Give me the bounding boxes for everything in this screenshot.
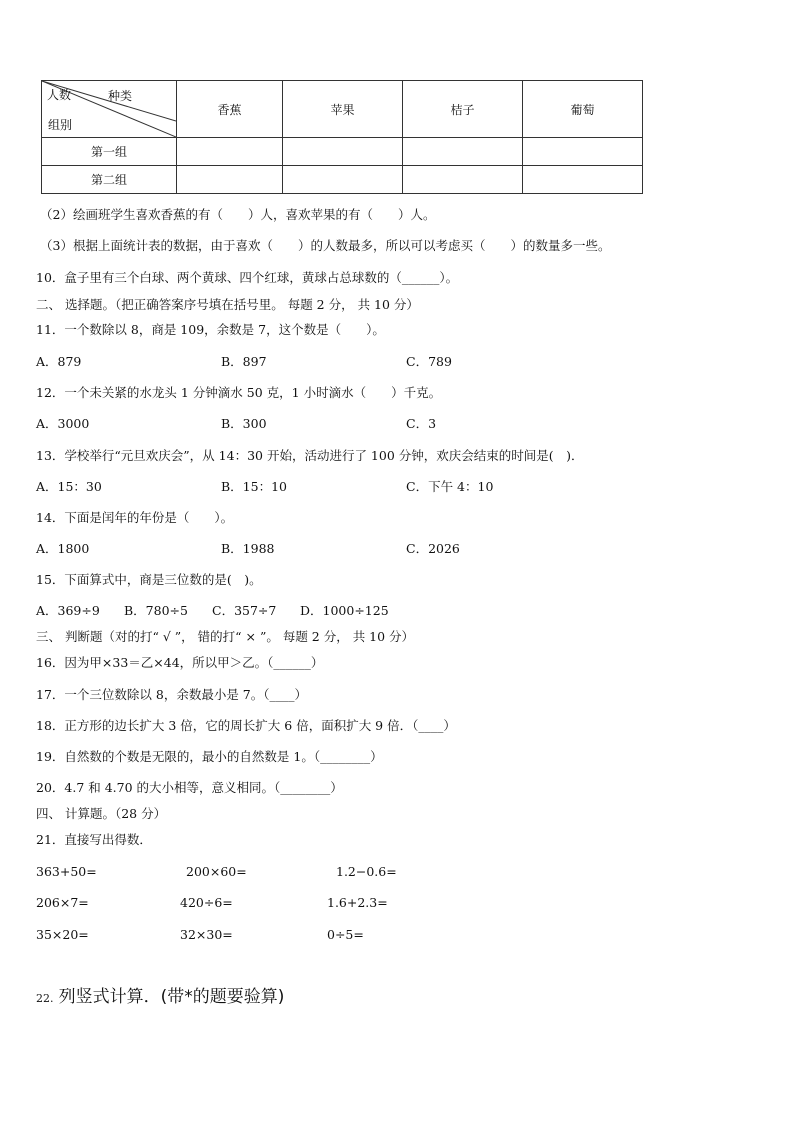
calc-item: 1.6+2.3= <box>327 895 388 910</box>
calc-item: 32×30= <box>180 927 233 942</box>
calc-item: 363+50= <box>36 864 97 879</box>
section-4-title: 四、 计算题。（28 分） <box>36 806 167 821</box>
question-19: 19．自然数的个数是无限的，最小的自然数是 1。（________） <box>36 749 383 764</box>
question-18: 18．正方形的边长扩大 3 倍，它的周长扩大 6 倍，面积扩大 9 倍．（____） <box>36 718 456 733</box>
question-12: 12．一个未关紧的水龙头 1 分钟滴水 50 克，1 小时滴水（ ）千克。 <box>36 385 442 400</box>
question-15: 15．下面算式中，商是三位数的是( )。 <box>36 572 262 587</box>
question-21: 21．直接写出得数． <box>36 832 152 847</box>
table-cell <box>283 138 403 166</box>
calc-item: 206×7= <box>36 895 89 910</box>
question-9-2: （2）绘画班学生喜欢香蕉的有（ ）人，喜欢苹果的有（ ）人。 <box>40 207 436 222</box>
q13-option-a: A．15：30 <box>36 479 102 494</box>
table-row <box>42 166 643 194</box>
header-group: 组别 <box>48 118 73 132</box>
col-apple: 苹果 <box>283 81 403 138</box>
table-cell <box>177 166 283 194</box>
question-10: 10．盒子里有三个白球、两个黄球、四个红球，黄球占总球数的（______）。 <box>36 270 459 285</box>
question-22 <box>36 982 284 1007</box>
question-13: 13．学校举行“元旦欢庆会”，从 14：30 开始，活动进行了 100 分钟，欢庆会结束的时间是( )． <box>36 448 584 463</box>
calc-item: 35×20= <box>36 927 89 942</box>
question-20: 20．4.7 和 4.70 的大小相等，意义相同。（________） <box>36 780 343 795</box>
q12-option-b: B．300 <box>221 416 267 431</box>
q14-option-c: C．2026 <box>406 541 460 556</box>
q15-option-d: D．1000÷125 <box>300 603 389 618</box>
q15-option-c: C．357÷7 <box>212 603 277 618</box>
table-cell <box>403 138 523 166</box>
q15-option-a: A．369÷9 <box>36 603 100 618</box>
question-22-title: 列竖式计算．(带*的题要验算) <box>58 987 285 1007</box>
q13-option-c: C．下午 4：10 <box>406 479 494 494</box>
q14-option-a: A．1800 <box>36 541 90 556</box>
col-banana: 香蕉 <box>177 81 283 138</box>
table-diagonal-header <box>42 81 177 138</box>
table-cell <box>523 166 643 194</box>
calc-item: 420÷6= <box>180 895 233 910</box>
question-17: 17．一个三位数除以 8，余数最小是 7。（____） <box>36 687 308 702</box>
q14-option-b: B．1988 <box>221 541 275 556</box>
col-orange: 桔子 <box>403 81 523 138</box>
col-grape: 葡萄 <box>523 81 643 138</box>
question-14: 14．下面是闰年的年份是（ ）。 <box>36 510 234 525</box>
table-cell <box>283 166 403 194</box>
question-16: 16．因为甲×33＝乙×44，所以甲＞乙。（______） <box>36 655 324 670</box>
q12-option-a: A．3000 <box>36 416 90 431</box>
table-row <box>42 138 643 166</box>
section-2-title: 二、 选择题。（把正确答案序号填在括号里。 每题 2 分， 共 10 分） <box>36 297 419 312</box>
q12-option-c: C．3 <box>406 416 437 431</box>
question-11: 11．一个数除以 8，商是 109，余数是 7，这个数是（ ）。 <box>36 322 385 337</box>
table-cell <box>523 138 643 166</box>
table-cell <box>177 138 283 166</box>
calc-item: 200×60= <box>186 864 247 879</box>
question-22-number: 22. <box>36 992 54 1005</box>
header-people: 人数 <box>47 88 72 102</box>
fruit-stat-table <box>41 80 643 194</box>
q11-option-b: B．897 <box>221 354 267 369</box>
question-9-3: （3）根据上面统计表的数据，由于喜欢（ ）的人数最多，所以可以考虑买（ ）的数量多一些。 <box>40 238 611 253</box>
row-label: 第一组 <box>42 138 177 166</box>
section-3-title: 三、 判断题（对的打“ √ ”， 错的打“ × ”。 每题 2 分， 共 10 分） <box>36 629 415 644</box>
q11-option-a: A．879 <box>36 354 82 369</box>
table-cell <box>403 166 523 194</box>
row-label: 第二组 <box>42 166 177 194</box>
q13-option-b: B．15：10 <box>221 479 287 494</box>
q15-option-b: B．780÷5 <box>124 603 188 618</box>
calc-item: 1.2−0.6= <box>336 864 397 879</box>
header-kind: 种类 <box>108 89 133 103</box>
q11-option-c: C．789 <box>406 354 452 369</box>
calc-item: 0÷5= <box>327 927 364 942</box>
